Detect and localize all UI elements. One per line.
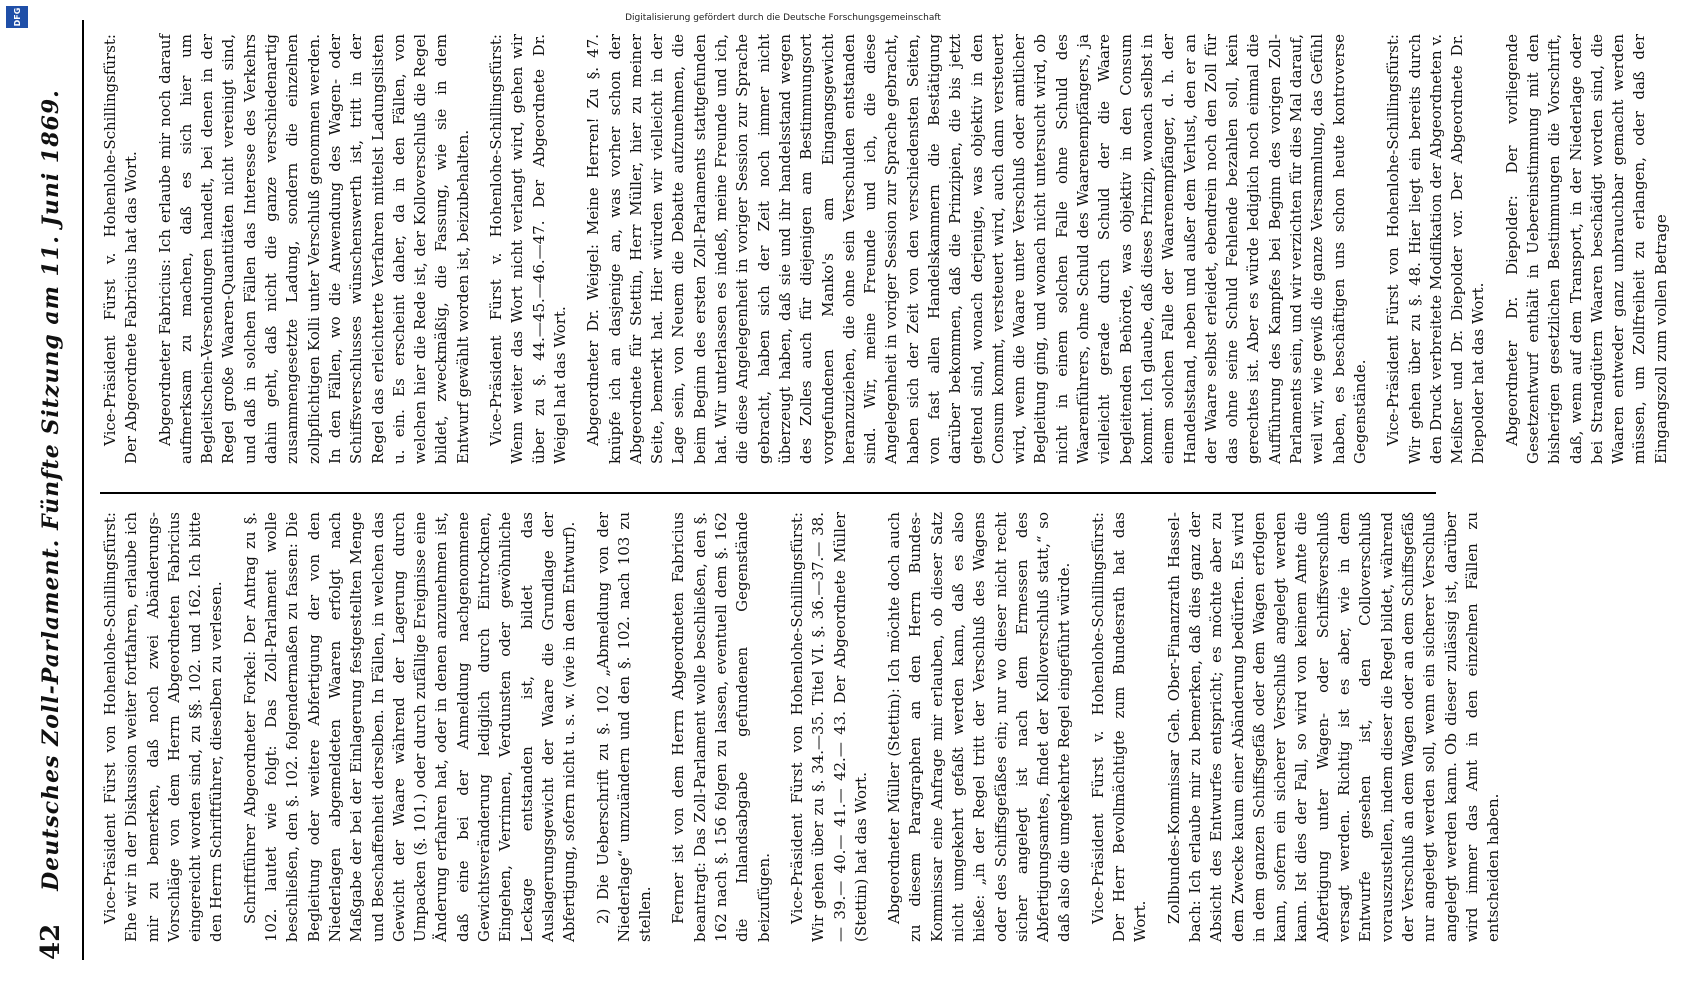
paragraph: Abgeordneter Dr. Weigel: Meine Herren! Zu §. 47. knüpfe ich an dasjenige an, was vorher schon der Abgeordnete für Stettin, Herr Müller, hier zu meiner Seite, bemerkt hat. Hier würden wir vielleicht in der Lage sein, von Neuem die Debatte aufzunehmen, die beim Beginn des ersten Zoll-Parlaments stattgefunden hat. Wir unterlassen es indeß, meine Freunde und ich, die diese Angelegenheit in voriger Session zur Sprache gebracht, haben sich der Zeit noch immer nicht überzeugt haben, daß sie und ihr handelsstand wegen des Zolles auch für diejenigen am Bestimmungsort vorgefundenen Manko's am Eingangsgewicht heranzuziehen, die ohne sein Verschulden entstanden sind. Wir, meine Freunde und ich, die diese Angelegenheit in voriger Session zur Sprache gebracht, haben sich der Zeit von den verschiedensten Seiten, von fast allen Handelskammern die Bestätigung darüber bekommen, daß die Prinzipien, die bis jetzt geltend sind, wonach derjenige, was objektiv in den Consum kommt, versteuert wird, auch dann versteuert wird, wenn die Waare unter Verschluß oder amtlicher Begleitung ging, und wonach nicht untersucht wird, ob nicht in einem solchen Falle ohne Schuld des Waarenführers, ohne Schuld des Waarenempfängers, ja vielleicht gerade durch Schuld der die Waare begleitenden Behörde, was objektiv in den Consum kommt. Ich glaube, daß dieses Prinzip, wonach selbst in einem solchen Falle der Waarenempfänger, d. h. der Handelsstand, neben und außer dem Verlust, den er an der Waare selbst erleidet, ebendrein noch den Zoll für das ohne seine Schuld Fehlende bezahlen soll, kein gerechtes ist. Aber es würde lediglich noch einmal die Aufführung des Kampfes bei Beginn des vorigen Zoll-Parlaments sein, und wir verzichten für dies Mal darauf, weil wir, wie gewiß die ganze Versammlung, das Gefühl haben, es beschäftigen uns schon heute kontroverse Gegenstände. <box>584 34 1369 464</box>
paragraph: Vice-Präsident Fürst v. Hohenlohe-Schillingsfürst: Wenn weiter das Wort nicht verlangt wird, gehen wir über zu §. 44.—45.—46.—47. Der Abgeordnete Dr. Weigel hat das Wort. <box>487 34 569 464</box>
page-header <box>30 20 70 960</box>
paragraph: Vice-Präsident Fürst v. Hohenlohe-Schillingsfürst: Der Herr Bevollmächtigte zum Bundesrath hat das Wort. <box>1088 512 1150 942</box>
paragraph: Schriftführer Abgeordneter Forkel: Der Antrag zu §. 102. lautet wie folgt: Das Zoll-Parlament wolle beschließen, den §. 102. folgendermaßen zu fassen: Die Begleitung oder weitere Abfertigung der von den Niederlagen abgemeldeten Waaren erfolgt nach Maßgabe der bei der Einlagerung festgestellten Menge und Beschaffenheit derselben. In Fällen, in welchen das Gewicht der Waare während der Lagerung durch Umpacken (§. 101.) oder durch zufällige Ereignisse eine Änderung erfahren hat, oder in denen anzunehmen ist, daß eine bei der Anmeldung nachgenommene Gewichtsveränderung lediglich durch Eintrocknen, Eingehen, Verrinnen, Verdunsten oder gewöhnliche Leckage entstanden ist, bildet das Auslagerungsgewicht der Waare die Grundlage der Abfertigung, sofern nicht u. s. w. (wie in dem Entwurf). <box>240 512 579 942</box>
page-number: 42 <box>36 923 66 960</box>
paragraph: 2) Die Ueberschrift zu §. 102 „Abmeldung von der Niederlage“ umzuändern und den §. 102. nach 103 zu stellen. <box>593 512 655 942</box>
paragraph: Abgeordneter Dr. Diepolder: Der vorliegende Gesetzentwurf enthält in Uebereinstimmung mit den bisherigen gesetzlichen Bestimmungen die Vorschrift, daß, wenn auf dem Transport, in der Niederlage oder bei Strandgütern Waaren beschädigt worden sind, die Waaren entweder ganz unbrauchbar gemacht werden müssen, um Zollfreiheit zu erlangen, oder daß der Eingangszoll zum vollen Betrage <box>1502 34 1670 464</box>
paragraph: Vice-Präsident Fürst von Hohenlohe-Schillingsfürst: Wir gehen über zu §. 34.—35. Titel VI. §. 36.—37.— 38.— 39.— 40.— 41.— 42.— 43. Der Abgeordnete Müller (Stettin) hat das Wort. <box>787 512 870 942</box>
digitization-note <box>100 8 1466 28</box>
right-column <box>100 34 1684 464</box>
paragraph: Abgeordneter Fabricius: Ich erlaube mir noch darauf aufmerksam zu machen, daß es sich hier um Begleitschein-Versendungen handelt, bei denen in der Regel große Waaren-Quantitäten nicht vereinigt sind, und daß in solchen Fällen das Interesse des Verkehrs dahin geht, daß nicht die ganze verschiedenartig zusammengesetzte Ladung, sondern die einzelnen zollpflichtigen Kolli unter Verschluß genommen werden. In den Fällen, wo die Anwendung des Wagen- oder Schiffsverschlusses wünschenswerth ist, tritt in der Regel das erleichterte Verfahren mittelst Ladungslisten u. ein. Es erscheint daher, da in den Fällen, von welchen hier die Rede ist, der Kolloverschluß die Regel bildet, zweckmäßig, die Fassung, wie sie in dem Entwurf gewählt worden ist, beizubehalten. <box>155 34 472 464</box>
paragraph: Ferner ist von dem Herrn Abgeordneten Fabricius beantragt: Das Zoll-Parlament wolle beschließen, den §. 162 nach §. 156 folgen zu lassen, eventuell dem §. 162 die Inlandsabgabe gefundenen Gegenstände beizufügen. <box>669 512 773 942</box>
paragraph: Vice-Präsident Fürst von Hohenlohe-Schillingsfürst: Ehe wir in der Diskussion weiter fortfahren, erlaube ich mir zu bemerken, daß noch zwei Abänderungs-Vorschläge von dem Herrn Abgeordneten Fabricius eingereicht worden sind, zu §§. 102. und 162. Ich bitte den Herrn Schriftführer, dieselben zu verlesen. <box>101 512 226 942</box>
left-column <box>100 512 1516 942</box>
paragraph: Zollbundes-Kommissar Geh. Ober-Finanzrath Hassel-bach: Ich erlaube mir zu bemerken, daß dies ganz der Absicht des Entwurfes entspricht; es möchte aber zu dem Zwecke kaum einer Abänderung bedürfen. Es wird in dem ganzen Schiffsgefäß oder dem Wagen erfolgen kann, sofern ein sicherer Verschluß angelegt werden kann. Ist dies der Fall, so wird von keinem Amte die Abfertigung unter Wagen- oder Schiffsverschluß versagt werden. Richtig ist es aber, wie in dem Entwurfe gesehen ist, den Colloverschluß vorauszustellen, indem dieser die Regel bildet, während der Verschluß an dem Wagen oder an dem Schiffsgefäß nur angelegt werden soll, wenn ein sicherer Verschluß angelegt werden kann. Ob dieser zulässig ist, darüber wird immer das Amt in den einzelnen Fällen zu entscheiden haben. <box>1164 512 1503 942</box>
paragraph: Vice-Präsident Fürst von Hohenlohe-Schillingsfürst: Wir gehen über zu §. 48. Hier liegt ein bereits durch den Druck verbreitete Modifikation der Abgeordneten v. Meißner und Dr. Diepolder vor. Der Abgeordnete Dr. Diepolder hat das Wort. <box>1384 34 1488 464</box>
column-divider <box>100 492 1436 494</box>
dfg-logo: DFG <box>6 6 28 28</box>
header-rule <box>82 20 84 960</box>
paragraph: Vice-Präsident Fürst v. Hohenlohe-Schillingsfürst: Der Abgeordnete Fabricius hat das Wort. <box>101 34 141 464</box>
digitization-note-text: Digitalisierung gefördert durch die Deutsche Forschungsgemeinschaft <box>625 12 941 23</box>
running-title: Deutsches Zoll-Parlament. Fünfte Sitzung am 11. Juni 1869. <box>38 89 64 891</box>
paragraph: Abgeordneter Müller (Stettin): Ich möchte doch auch zu diesem Paragraphen an den Herrn Bundes-Kommissar eine Anfrage mir erlauben, ob dieser Satz nicht umgekehrt gefaßt werden kann, daß es also hieße: „in der Regel tritt der Verschluß des Wagens oder des Schiffsgefäßes ein; nur wo dieser nicht recht sicher angelegt ist nach dem Ermessen des Abfertigungsamtes, findet der Kolloverschluß statt,“ so daß also die umgekehrte Regel eingeführt würde. <box>885 512 1074 942</box>
